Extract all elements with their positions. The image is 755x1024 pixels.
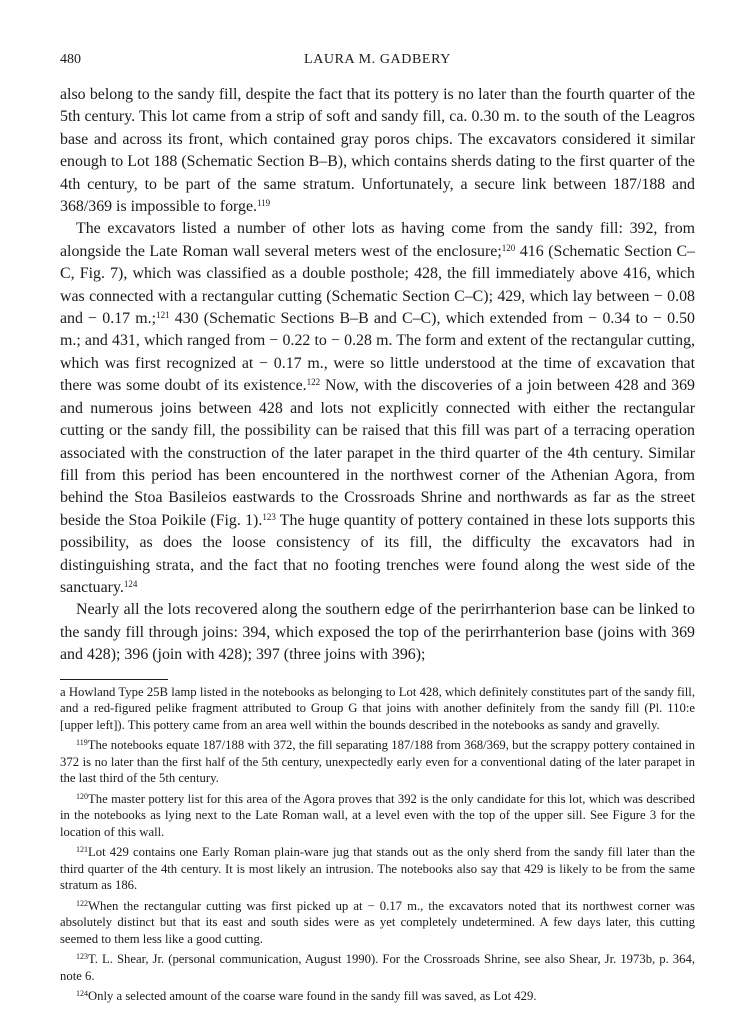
footnote-122 xyxy=(60,898,695,948)
paragraph-2 xyxy=(60,218,695,599)
footnote-text: Lot 429 contains one Early Roman plain-ware jug that stands out as the only sherd from the sandy fill later than the third quarter of the 4th century. It is most likely an intrusion. The notebooks also say that 429 is likely to be from the same stratum as 186. xyxy=(60,845,695,893)
footnote-119 xyxy=(60,737,695,787)
footnote-text: Only a selected amount of the coarse ware found in the sandy fill was saved, as Lot 429. xyxy=(88,989,537,1004)
footnote-ref-123[interactable]: 123 xyxy=(262,511,276,522)
footnote-number: 121 xyxy=(76,845,88,855)
paragraph-2-text-a: The excavators listed a number of other lots as having come from the sandy fill: 392, from alongside the Late Roman wall several meters west of the enclosure; xyxy=(60,220,695,260)
footnote-continued: a Howland Type 25B lamp listed in the notebooks as belonging to Lot 428, which definitely constitutes part of the sandy fill, and a red-figured pelike fragment attributed to Group G that joins with another definitely from the sandy fill (Pl. 110:e [upper left]). This pottery came from an area well within the bounds described in the notebooks as sandy and gravelly. xyxy=(60,684,695,732)
paragraph-2-text-c: 430 (Schematic Sections B–B and C–C), which extended from − 0.34 to − 0.50 m.; and 431, which ranged from − 0.22 to − 0.28 m. The form and extent of the rectangular cutting, which was first recognized at − 0.17 m., were so little understood at the time of excavation that there was some doubt of its existence. xyxy=(60,310,695,395)
paragraph-1 xyxy=(60,84,695,218)
footnote-123 xyxy=(60,951,695,984)
footnote-ref-119[interactable]: 119 xyxy=(257,198,271,209)
body-text xyxy=(60,84,695,667)
paragraph-3 xyxy=(60,599,695,666)
footnote-text: T. L. Shear, Jr. (personal communication, August 1990). For the Crossroads Shrine, see also Shear, Jr. 1973b, p. 364, note 6. xyxy=(60,952,695,983)
footnote-number: 123 xyxy=(76,952,88,962)
footnote-121 xyxy=(60,844,695,894)
footnote-ref-122[interactable]: 122 xyxy=(306,377,321,388)
footnote-divider xyxy=(60,679,168,680)
footnote-number: 120 xyxy=(76,791,88,801)
footnote-124 xyxy=(60,988,695,1005)
paragraph-1-text: also belong to the sandy fill, despite the fact that its pottery is no later than the fourth quarter of the 5th century. This lot came from a strip of soft and sandy fill, ca. 0.30 m. to the south of the Leagros base and across its front, which contained gray poros chips. The excavators considered it similar enough to Lot 188 (Schematic Section B–B), which contains sherds dating to the first quarter of the 4th century, to be part of the same stratum. Unfortunately, a secure link between 187/188 and 368/369 is impossible to forge. xyxy=(60,86,695,216)
footnote-number: 122 xyxy=(76,898,88,908)
running-head: LAURA M. GADBERY xyxy=(304,52,451,67)
footnotes xyxy=(60,684,695,1005)
paragraph-2-text-d: Now, with the discoveries of a join between 428 and 369 and numerous joins between 428 and lots not explicitly connected with either the rectangular cutting or the sandy fill, the possibility can be raised that this fill was part of a terracing operation associated with the construction of the later parapet in the third quarter of the 4th century. Similar fill from this period has been encountered in the northwest corner of the Athenian Agora, from behind the Stoa Basileios eastwards to the Crossroads Shrine and northwards as far as the street beside the Stoa Poikile (Fig. 1). xyxy=(60,377,695,529)
paragraph-2-text-e: The huge quantity of pottery contained in these lots supports this possibility, as does the loose consistency of its fill, the difficulty the excavators had in distinguishing strata, and the fact that no footing trenches were found along the west side of the sanctuary. xyxy=(60,511,696,596)
footnote-ref-124[interactable]: 124 xyxy=(123,578,138,589)
page-number: 480 xyxy=(60,52,81,67)
footnote-text: When the rectangular cutting was first picked up at − 0.17 m., the excavators noted that its northwest corner was absolutely distinct but that its east and south sides were as yet completely undetermined. A few days later, this cutting seemed to them less like a good cutting. xyxy=(60,898,695,946)
footnote-text: The master pottery list for this area of the Agora proves that 392 is the only candidate for this lot, which was described in the notebooks as lying next to the Late Roman wall, at a level even with the top of the upper sill. See Figure 3 for the location of this wall. xyxy=(60,791,695,839)
footnote-ref-120[interactable]: 120 xyxy=(501,242,516,253)
footnote-ref-121[interactable]: 121 xyxy=(156,310,170,321)
paragraph-2-text-b: 416 (Schematic Section C–C, Fig. 7), which was classified as a double posthole; 428, the fill immediately above 416, which was connected with a rectangular cutting (Schematic Section C–C); 429, which lay between − 0.08 and − 0.17 m.; xyxy=(60,242,695,328)
footnote-number: 119 xyxy=(76,738,88,748)
page-header xyxy=(60,52,695,74)
footnote-120 xyxy=(60,791,695,841)
page xyxy=(60,52,695,1009)
paragraph-3-text: Nearly all the lots recovered along the southern edge of the perirrhanterion base can be linked to the sandy fill through joins: 394, which exposed the top of the perirrhanterion base (joins with 369 and 428); 396 (join with 428); 397 (three joins with 396); xyxy=(60,601,695,664)
footnote-number: 124 xyxy=(76,989,88,999)
footnote-text: The notebooks equate 187/188 with 372, the fill separating 187/188 from 368/369, but the scrappy pottery contained in 372 is no later than the first half of the 5th century, unexpectedly early even for a conventional dating of the later parapet in the last third of the 5th century. xyxy=(60,738,695,786)
